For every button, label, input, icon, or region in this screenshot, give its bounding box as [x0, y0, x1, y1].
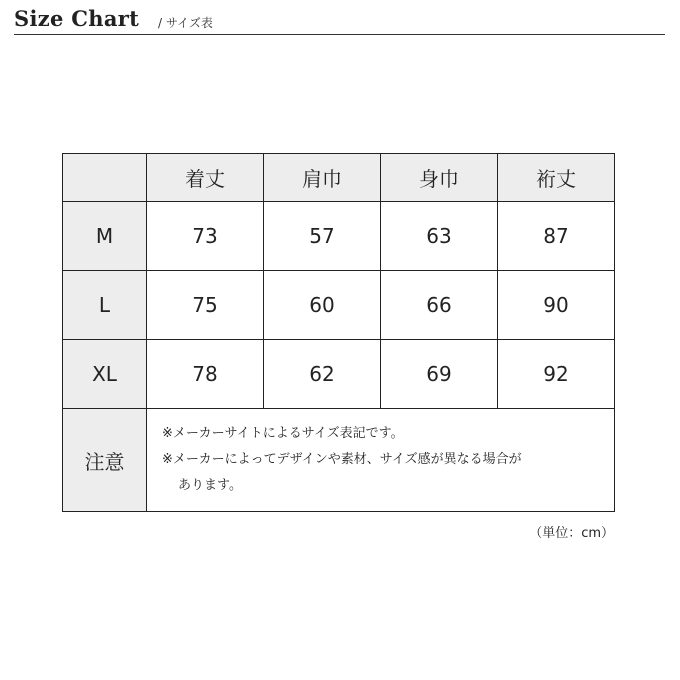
note-line: あります。 — [178, 478, 242, 493]
table-cell: 69 — [381, 340, 498, 409]
table-cell: 60 — [264, 271, 381, 340]
table-cell: 73 — [147, 202, 264, 271]
table-row — [63, 271, 615, 340]
page-title: Size Chart — [14, 6, 140, 31]
table-cell: 75 — [147, 271, 264, 340]
table-cell: 66 — [381, 271, 498, 340]
note-line: ※メーカーサイトによるサイズ表記です。 — [162, 426, 404, 441]
note-text — [147, 409, 615, 512]
table-cell: 90 — [498, 271, 615, 340]
column-header-sleeve: 裄丈 — [498, 154, 615, 202]
table-cell: 92 — [498, 340, 615, 409]
corner-cell — [63, 154, 147, 202]
note-line: ※メーカーによってデザインや素材、サイズ感が異なる場合が — [162, 452, 522, 467]
row-header-size: L — [63, 271, 147, 340]
table-cell: 87 — [498, 202, 615, 271]
table-cell: 62 — [264, 340, 381, 409]
table-row — [63, 340, 615, 409]
column-header-length: 着丈 — [147, 154, 264, 202]
row-header-size: M — [63, 202, 147, 271]
note-row — [63, 409, 615, 512]
table-header-row — [63, 154, 615, 202]
table-cell: 78 — [147, 340, 264, 409]
unit-label: （単位：cm） — [529, 526, 614, 541]
table-cell: 57 — [264, 202, 381, 271]
table-row — [63, 202, 615, 271]
size-chart-table — [62, 153, 615, 512]
column-header-chest: 身巾 — [381, 154, 498, 202]
column-header-shoulder: 肩巾 — [264, 154, 381, 202]
page-header — [14, 4, 665, 35]
table-cell: 63 — [381, 202, 498, 271]
row-header-size: XL — [63, 340, 147, 409]
page-subtitle: / サイズ表 — [158, 16, 213, 30]
note-label: 注意 — [63, 409, 147, 512]
